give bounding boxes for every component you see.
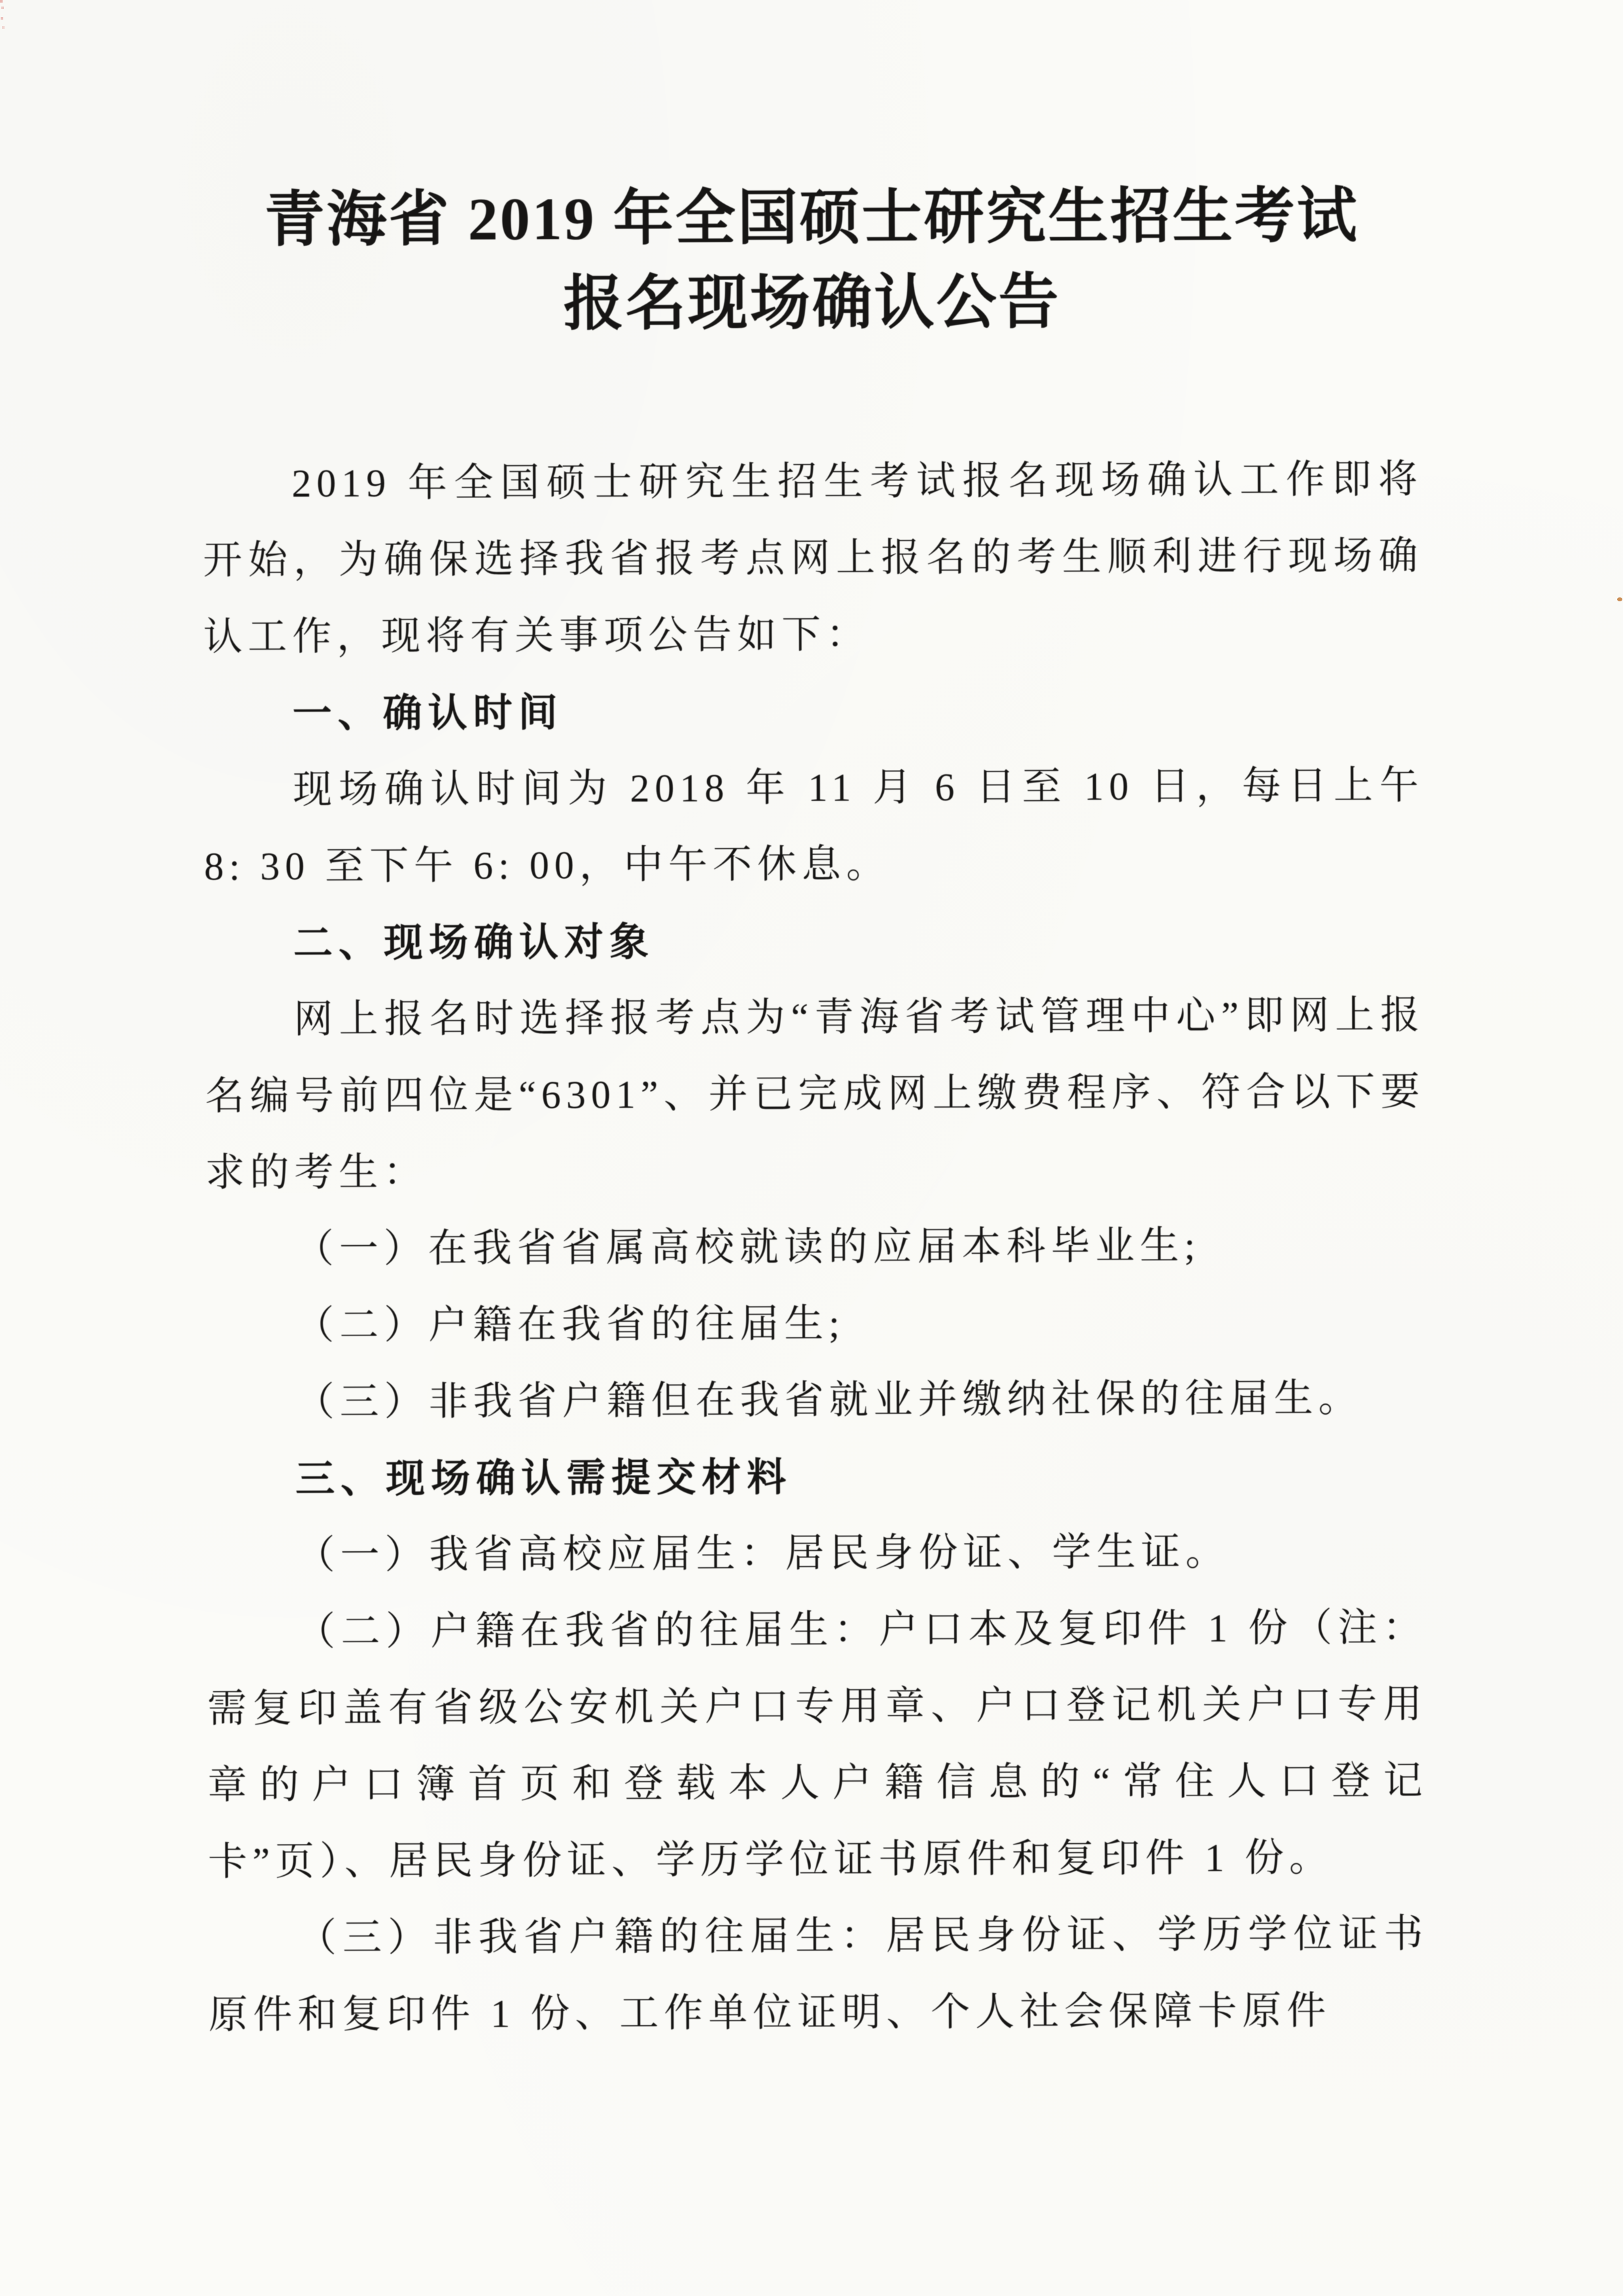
section-heading: 一、确认时间 xyxy=(292,690,564,736)
paragraph: （三）非我省户籍的往届生：居民身份证、学历学位证书原件和复印件 1 份、工作单位证明、个人社会保障卡原件 xyxy=(208,1912,1429,2037)
paragraph: （一）我省高校应届生：居民身份证、学生证。 xyxy=(295,1530,1230,1578)
paragraph: （二）户籍在我省的往届生; xyxy=(294,1301,845,1348)
section-heading: 二、现场确认对象 xyxy=(293,919,655,966)
paragraph: 现场确认时间为 2018 年 11 月 6 日至 10 日，每日上午 8: 30 至下午 6: 00，中午不休息。 xyxy=(203,764,1424,889)
paragraph: 2019 年全国硕士研究生招生考试报名现场确认工作即将开始，为确保选择我省报考点网上报名的考生顺利进行现场确认工作，现将有关事项公告如下： xyxy=(203,457,1423,659)
scan-artifact-corner xyxy=(0,0,3,3)
scan-artifact-dot xyxy=(1617,597,1622,601)
section-heading: 三、现场确认需提交材料 xyxy=(295,1455,792,1502)
paragraph: 网上报名时选择报考点为“青海省考试管理中心”即网上报名编号前四位是“6301”、并已完成网上缴费程序、符合以下要求的考生： xyxy=(205,993,1425,1195)
paragraph: （二）户籍在我省的往届生：户口本及复印件 1 份（注：需复印盖有省级公安机关户口专用章、户口登记机关户口专用章的户口簿首页和登载本人户籍信息的“常住人口登记卡”页）、居民身份证、学历学位证书原件和复印件 1 份。 xyxy=(207,1606,1428,1884)
paragraph: （一）在我省省属高校就读的应届本科毕业生; xyxy=(294,1224,1201,1271)
announcement-document xyxy=(201,173,1429,2053)
document-title: 青海省 2019 年全国硕士研究生招生考试报名现场确认公告 xyxy=(264,182,1359,338)
paragraph: （三）非我省户籍但在我省就业并缴纳社保的往届生。 xyxy=(295,1376,1363,1424)
document-body xyxy=(203,441,1429,2053)
